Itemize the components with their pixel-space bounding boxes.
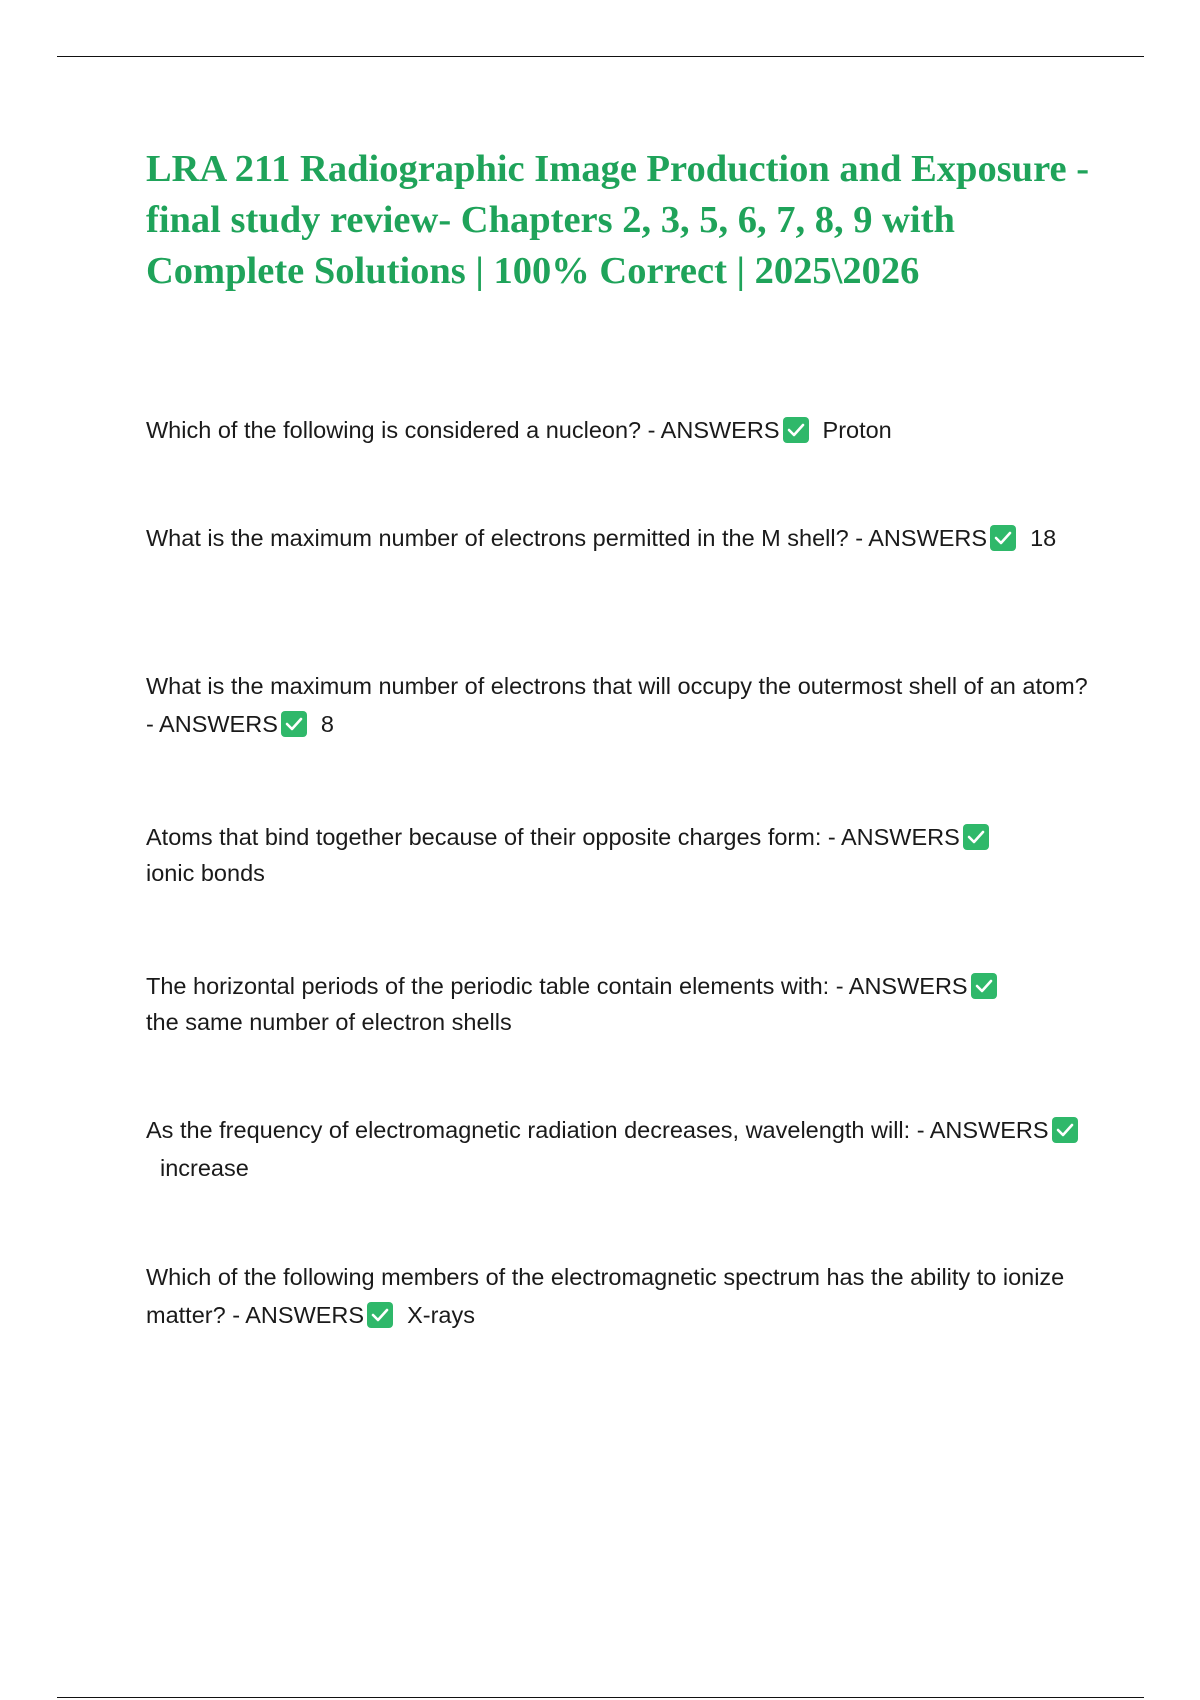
qa-item-4 [146, 819, 1096, 891]
question-text: Which of the following is considered a nucleon? - ANSWERS [146, 417, 780, 443]
qa-item-2 [146, 519, 1096, 557]
check-icon [367, 1302, 393, 1328]
bottom-rule [57, 1697, 1144, 1698]
question-text: Atoms that bind together because of their opposite charges form: - ANSWERS [146, 824, 960, 850]
answer-text: 8 [320, 711, 334, 737]
question-text: What is the maximum number of electrons that will occupy the outermost shell of an atom? - ANSWERS [146, 673, 1088, 737]
check-icon [971, 973, 997, 999]
answer-text: Proton [822, 417, 892, 443]
check-icon [1052, 1117, 1078, 1143]
check-icon [783, 417, 809, 443]
qa-item-5 [146, 968, 1096, 1040]
question-text: As the frequency of electromagnetic radiation decreases, wavelength will: - ANSWERS [146, 1117, 1049, 1143]
answer-text: the same number of electron shells [146, 1009, 512, 1035]
qa-item-7 [146, 1258, 1096, 1334]
document-title: LRA 211 Radiographic Image Production and Exposure - final study review- Chapters 2, 3, 5, 6, 7, 8, 9 with Complete Solutions | 100% Correct | 2025\2026 [146, 148, 1090, 292]
qa-item-3 [146, 667, 1096, 743]
qa-item-1 [146, 411, 1096, 449]
question-text: The horizontal periods of the periodic table contain elements with: - ANSWERS [146, 973, 968, 999]
top-rule [57, 56, 1144, 57]
question-text: What is the maximum number of electrons permitted in the M shell? - ANSWERS [146, 525, 988, 551]
check-icon [281, 711, 307, 737]
check-icon [990, 525, 1016, 551]
answer-text: increase [160, 1155, 249, 1181]
question-text: Which of the following members of the electromagnetic spectrum has the ability to ionize matter? - ANSWERS [146, 1264, 1065, 1328]
answer-text: ionic bonds [146, 860, 265, 886]
answer-text: 18 [1030, 525, 1057, 551]
qa-item-6 [146, 1111, 1096, 1187]
answer-text: X-rays [407, 1302, 475, 1328]
check-icon [963, 824, 989, 850]
